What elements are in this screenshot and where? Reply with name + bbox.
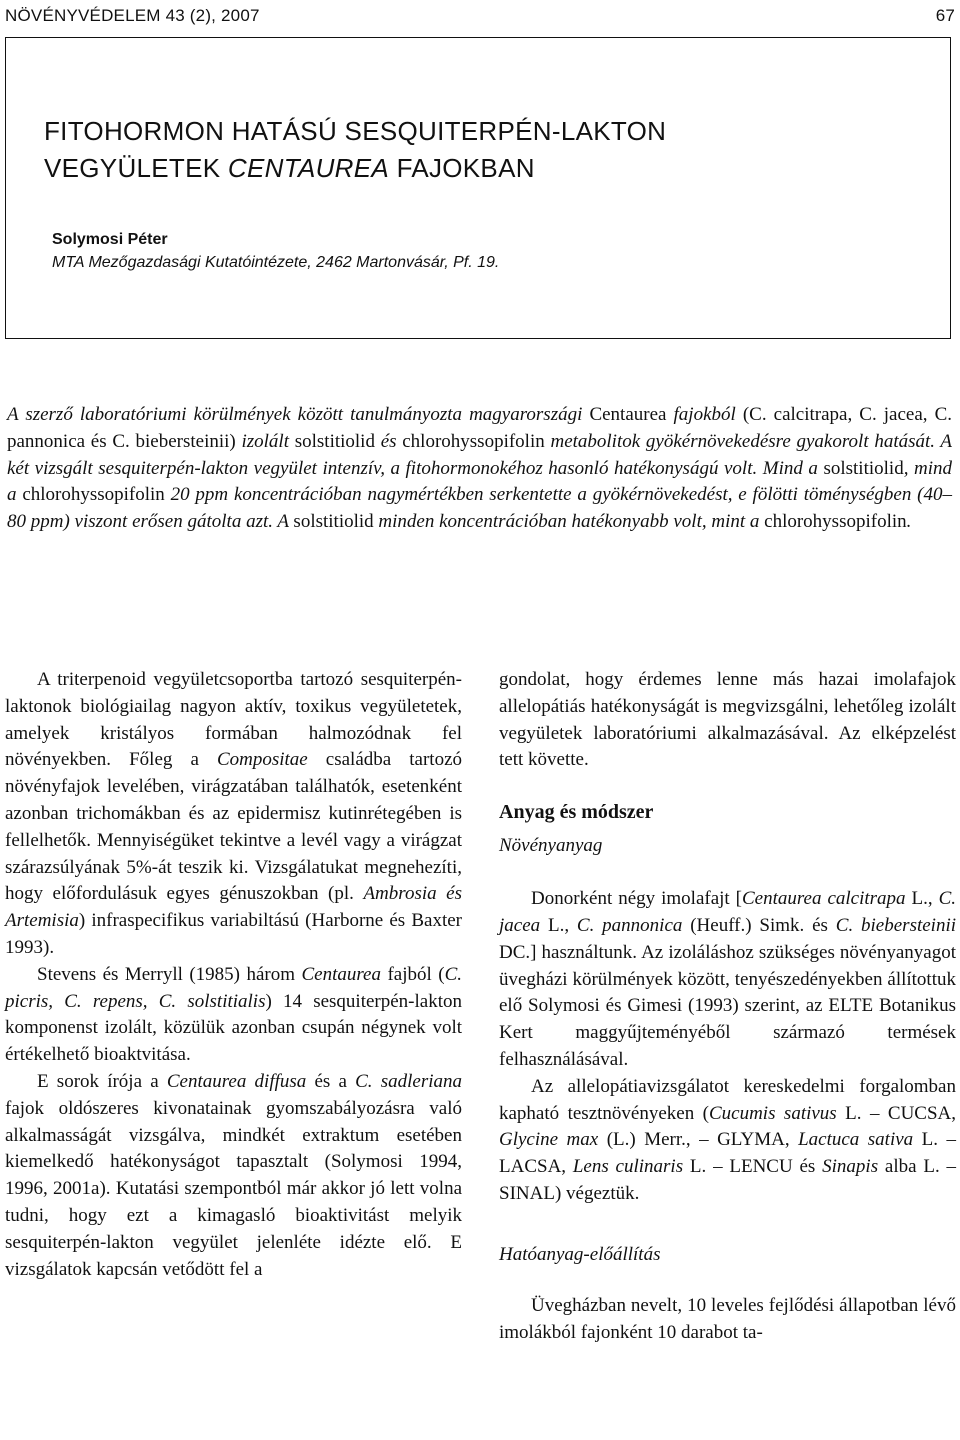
abstract-text: , mind a xyxy=(7,457,952,506)
author-affiliation: MTA Mezőgazdasági Kutatóintézete, 2462 Martonvásár, Pf. 19. xyxy=(52,254,500,271)
taxon: Sinapis xyxy=(822,1156,879,1178)
author-name: Solymosi Péter xyxy=(52,231,168,248)
text: L. – CUCSA, xyxy=(836,1102,957,1124)
left-column xyxy=(5,667,462,1283)
text: L., xyxy=(905,888,939,910)
article-title xyxy=(44,113,666,187)
taxon: Ambrosia xyxy=(363,883,437,905)
taxon: Lactuca sativa xyxy=(798,1129,914,1151)
title-line-1: FITOHORMON HATÁSÚ SESQUITERPÉN-LAKTON xyxy=(44,116,667,146)
text: E sorok írója a xyxy=(37,1070,167,1092)
text: alba L. – SINAL) végeztük. xyxy=(499,1156,956,1204)
subsection-heading: Növényanyag xyxy=(499,835,603,857)
section-heading: Anyag és módszer xyxy=(499,801,654,824)
right-column xyxy=(499,667,956,1346)
taxon: C. biebersteinii xyxy=(835,914,957,936)
abstract-text: . xyxy=(906,511,912,533)
paragraph: gondolat, hogy érdemes lenne más hazai imolafajok allelopátiás hatékonyságát is megvizsgálni, lehetőleg izolált vegyületek laboratóriumi alkalmazásával. Az elképzelést tett követte. xyxy=(499,669,956,771)
text: Donorként négy imolafajt [ xyxy=(531,888,742,910)
taxon: Centaurea calcitrapa xyxy=(741,888,906,910)
compound-name: solstitiolid xyxy=(294,430,375,452)
text: L. – LENCU és xyxy=(683,1156,823,1178)
title-line-2a: VEGYÜLETEK xyxy=(44,153,228,183)
taxon: C. jacea xyxy=(499,888,957,936)
author-block xyxy=(52,228,499,274)
taxon: Centaurea xyxy=(301,963,381,985)
taxon: Compositae xyxy=(216,749,308,771)
page-number: 67 xyxy=(935,6,955,25)
text: (Heuff.) Simk. és xyxy=(682,914,836,936)
paragraph xyxy=(5,1069,462,1283)
taxon: Lens culinaris xyxy=(572,1156,684,1178)
abstract-text: izolált xyxy=(235,430,295,452)
text: DC.] használtunk. Az izoláláshoz szükséges növényanyagot üvegházi körülmények között, tenyészedényekben állítottuk elő Solymosi és Gimesi (1993) szerint, az ELTE Botanikus Kert maggyűjteményéből származó termések felhasználásával. xyxy=(499,941,956,1070)
paragraph xyxy=(5,667,462,962)
abstract-text: A szerző laboratóriumi körülmények között tanulmányozta magyarországi xyxy=(7,404,590,425)
title-box xyxy=(5,37,951,339)
title-line-2b: FAJOKBAN xyxy=(389,153,535,183)
taxon: C. picris, C. repens, C. solstitialis xyxy=(5,963,462,1012)
abstract-text: Centaurea xyxy=(589,404,667,425)
text: A triterpenoid vegyületcsoportba tartozó sesquiterpén-laktonok biológiailag nagyon aktív, toxikus vegyületetek, amelyek kristályos formában halmozódnak fel növényekben. Főleg a xyxy=(5,669,462,771)
title-genus: CENTAUREA xyxy=(227,153,390,183)
taxon: Centaurea diffusa xyxy=(166,1070,307,1092)
paragraph xyxy=(5,962,462,1069)
subsection-heading: Hatóanyag-előállítás xyxy=(499,1243,661,1265)
text: fajból ( xyxy=(380,963,445,985)
abstract-text: metabolitok gyökérnövekedésre gyakorolt hatását. A két vizsgált sesquiterpén-lakton vegyület intenzív, a fitohormonokéhoz hasonló hatékonyságú volt. Mind a xyxy=(7,430,953,479)
compound-name: chlorohyssopifolin xyxy=(22,484,165,506)
compound-name: chlorohyssopifolin xyxy=(764,511,907,533)
running-head xyxy=(5,4,955,28)
compound-name: chlorohyssopifolin xyxy=(402,430,545,452)
taxon: Cucumis sativus xyxy=(708,1102,837,1124)
abstract-species: (C. calcitrapa, C. jacea, C. pannonica és C. biebersteinii) xyxy=(7,404,953,452)
text: Stevens és Merryll (1985) három xyxy=(37,963,302,985)
text: családba tartozó növényfajok levelében, virágzatában találhatók, esetenként azonban trichomákban és az epidermisz kutinrétegében is fellelhetők. Mennyiségüket tekintve a levél vagy a virágzat szárazsúlyának 5%-át teszik ki. Vizsgálatukat megnehezíti, hogy előfordulásuk egyes génuszokban (pl. xyxy=(5,749,463,905)
text: ) infraspecifikus variabiltású (Harborne és Baxter 1993). xyxy=(5,910,462,958)
text: fajok oldószeres kivonatainak gyomszabályozásra való alkalmasságát vizsgálva, mindkét extraktum esetében kiemelkedő hatékonyságot tapasztalt (Solymosi 1994, 1996, 2001a). Kutatási szempontból már akkor jó lett volna tudni, hogy ezt a kimagasló bioaktivitást melyik sesquiterpén-lakton vegyület jelenléte idézte elő. E vizsgálatok kapcsán vetődött fel a xyxy=(5,1097,462,1280)
abstract xyxy=(7,402,952,536)
journal-citation: NÖVÉNYVÉDELEM 43 (2), 2007 xyxy=(5,6,260,25)
text: ) 14 sesquiterpén-lakton komponenst izolált, közülük azonban csupán négynek volt értékelhető bioaktvitása. xyxy=(5,990,462,1066)
paragraph xyxy=(499,886,956,1074)
taxon: C. pannonica xyxy=(576,914,683,936)
text: és a xyxy=(306,1070,356,1092)
abstract-text: fajokból xyxy=(666,404,736,425)
text: Az allelopátiavizsgálatot kereskedelmi forgalomban kapható tesztnövényeken ( xyxy=(499,1075,956,1124)
text: (L.) Merr., – GLYMA, xyxy=(598,1129,799,1151)
text: és xyxy=(436,883,462,905)
taxon: C. sadleriana xyxy=(355,1070,463,1092)
compound-name: solstitiolid xyxy=(823,457,904,479)
taxon: Artemisia xyxy=(5,910,79,932)
text: L., xyxy=(540,914,577,936)
paragraph xyxy=(499,1074,956,1208)
text: L. – LACSA, xyxy=(499,1129,956,1178)
abstract-text: 20 ppm koncentrációban nagymértékben serkentette a gyökérnövekedést, e fölötti töménységben (40–80 ppm) viszont erősen gátolta azt. A xyxy=(7,484,952,533)
abstract-text: és xyxy=(374,430,403,452)
paragraph: Üvegházban nevelt, 10 leveles fejlődési állapotban lévő imolákból fajonként 10 darabot ta- xyxy=(499,1294,956,1343)
abstract-text: minden koncentrációban hatékonyabb volt, mint a xyxy=(373,511,765,533)
taxon: Glycine max xyxy=(499,1129,599,1151)
compound-name: solstitiolid xyxy=(293,511,374,533)
